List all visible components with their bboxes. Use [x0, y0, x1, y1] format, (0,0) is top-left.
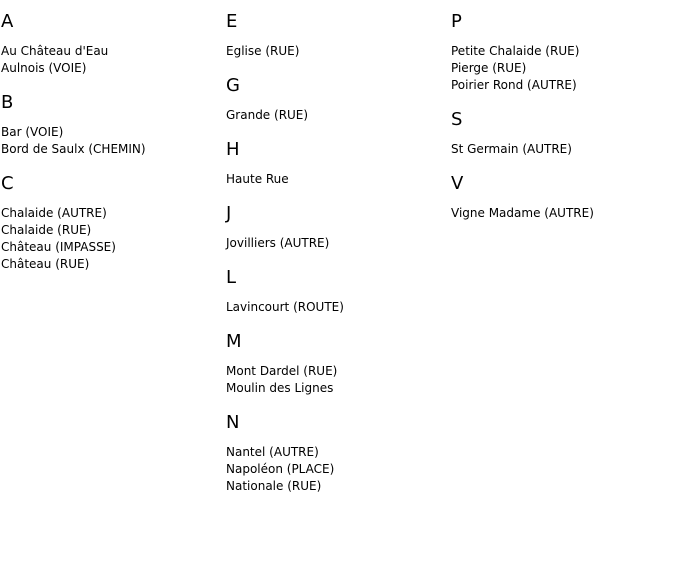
street-link[interactable]: Grande (RUE) [226, 108, 309, 122]
street-link[interactable]: Haute Rue [226, 172, 289, 186]
letter-group [226, 330, 446, 397]
street-link[interactable]: Bord de Saulx (CHEMIN) [1, 142, 146, 156]
letter-heading: H [226, 139, 240, 160]
letter-group [451, 172, 671, 222]
street-link[interactable]: Nationale (RUE) [226, 479, 322, 493]
street-link[interactable]: Pierge (RUE) [451, 61, 527, 75]
letter-group [226, 266, 446, 316]
letter-group [226, 411, 446, 495]
letter-group [226, 74, 446, 124]
street-link[interactable]: Château (RUE) [1, 257, 90, 271]
street-link[interactable]: Nantel (AUTRE) [226, 445, 319, 459]
letter-group [226, 202, 446, 252]
street-link[interactable]: Bar (VOIE) [1, 125, 64, 139]
street-link[interactable]: Petite Chalaide (RUE) [451, 44, 580, 58]
letter-group [451, 10, 671, 94]
street-link[interactable]: Chalaide (AUTRE) [1, 206, 107, 220]
letter-heading: L [226, 267, 237, 288]
street-link[interactable]: Au Château d'Eau [1, 44, 109, 58]
street-link[interactable]: Vigne Madame (AUTRE) [451, 206, 594, 220]
letter-heading: G [226, 75, 240, 96]
letter-group [226, 138, 446, 188]
street-link[interactable]: St Germain (AUTRE) [451, 142, 572, 156]
letter-group [1, 91, 221, 158]
street-link[interactable]: Aulnois (VOIE) [1, 61, 87, 75]
letter-group [1, 10, 221, 77]
street-link[interactable]: Château (IMPASSE) [1, 240, 116, 254]
street-link[interactable]: Mont Dardel (RUE) [226, 364, 338, 378]
letter-heading: J [226, 203, 232, 224]
letter-heading: E [226, 11, 238, 32]
letter-group [226, 10, 446, 60]
letter-heading: P [451, 11, 462, 32]
index-column [1, 10, 221, 287]
street-link[interactable]: Eglise (RUE) [226, 44, 300, 58]
street-link[interactable]: Poirier Rond (AUTRE) [451, 78, 577, 92]
letter-heading: A [1, 11, 14, 32]
street-link[interactable]: Lavincourt (ROUTE) [226, 300, 344, 314]
letter-heading: M [226, 331, 242, 352]
letter-heading: S [451, 109, 463, 130]
street-link[interactable]: Chalaide (RUE) [1, 223, 92, 237]
street-link[interactable]: Napoléon (PLACE) [226, 462, 335, 476]
letter-group [1, 172, 221, 273]
letter-heading: N [226, 412, 240, 433]
street-link[interactable]: Jovilliers (AUTRE) [226, 236, 330, 250]
letter-heading: V [451, 173, 464, 194]
index-column [226, 10, 446, 509]
letter-heading: C [1, 173, 14, 194]
letter-group [451, 108, 671, 158]
street-link[interactable]: Moulin des Lignes [226, 381, 334, 395]
index-column [451, 10, 671, 236]
letter-heading: B [1, 92, 14, 113]
